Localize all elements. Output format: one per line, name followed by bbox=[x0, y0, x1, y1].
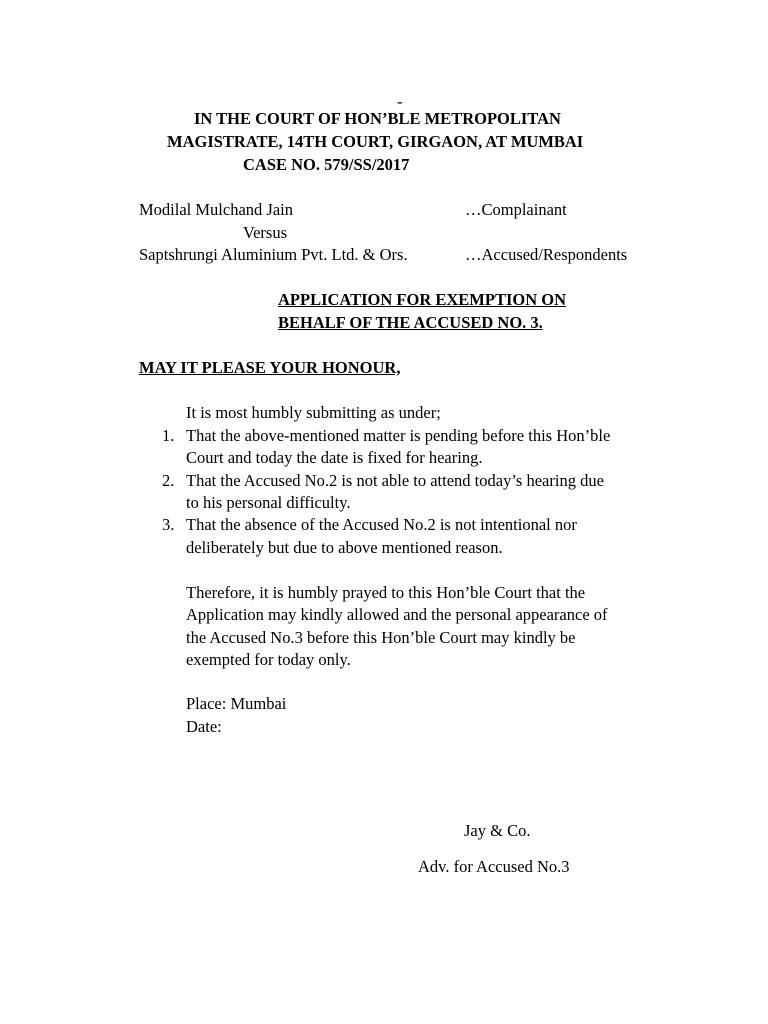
date-field: Date: bbox=[186, 717, 222, 736]
list-item-line-2: deliberately but due to above mentioned reason. bbox=[186, 538, 503, 557]
case-number: CASE NO. 579/SS/2017 bbox=[243, 155, 410, 174]
intro-text: It is most humbly submitting as under; bbox=[186, 403, 441, 422]
list-item-line-1: That the Accused No.2 is not able to attend today’s hearing due bbox=[186, 471, 604, 490]
list-item-line-2: to his personal difficulty. bbox=[186, 493, 351, 512]
accused-role: …Accused/Respondents bbox=[465, 245, 628, 264]
signature-firm: Jay & Co. bbox=[464, 821, 531, 840]
list-item-number: 2. bbox=[162, 471, 175, 490]
salutation: MAY IT PLEASE YOUR HONOUR, bbox=[139, 358, 401, 377]
accused-name: Saptshrungi Aluminium Pvt. Ltd. & Ors. bbox=[139, 245, 408, 264]
list-item-number: 1. bbox=[162, 426, 175, 445]
court-title-line-2: MAGISTRATE, 14TH COURT, GIRGAON, AT MUMBAI bbox=[167, 132, 584, 151]
complainant-name: Modilal Mulchand Jain bbox=[139, 200, 293, 219]
prayer-line-2: Application may kindly allowed and the personal appearance of bbox=[186, 605, 608, 624]
header-dash: - bbox=[397, 92, 403, 111]
versus-label: Versus bbox=[243, 223, 287, 242]
list-item-number: 3. bbox=[162, 515, 175, 534]
place-field: Place: Mumbai bbox=[186, 694, 287, 713]
prayer-line-4: exempted for today only. bbox=[186, 650, 351, 669]
application-title-line-2: BEHALF OF THE ACCUSED NO. 3. bbox=[278, 313, 543, 332]
list-item-line-1: That the absence of the Accused No.2 is not intentional nor bbox=[186, 515, 577, 534]
prayer-line-3: the Accused No.3 before this Hon’ble Court may kindly be bbox=[186, 628, 576, 647]
signature-designation: Adv. for Accused No.3 bbox=[418, 857, 570, 876]
list-item-line-1: That the above-mentioned matter is pending before this Hon’ble bbox=[186, 426, 611, 445]
application-title-line-1: APPLICATION FOR EXEMPTION ON bbox=[278, 290, 566, 309]
prayer-line-1: Therefore, it is humbly prayed to this Hon’ble Court that the bbox=[186, 583, 586, 602]
complainant-role: …Complainant bbox=[465, 200, 567, 219]
list-item-line-2: Court and today the date is fixed for hearing. bbox=[186, 448, 483, 467]
court-title-line-1: IN THE COURT OF HON’BLE METROPOLITAN bbox=[194, 109, 561, 128]
